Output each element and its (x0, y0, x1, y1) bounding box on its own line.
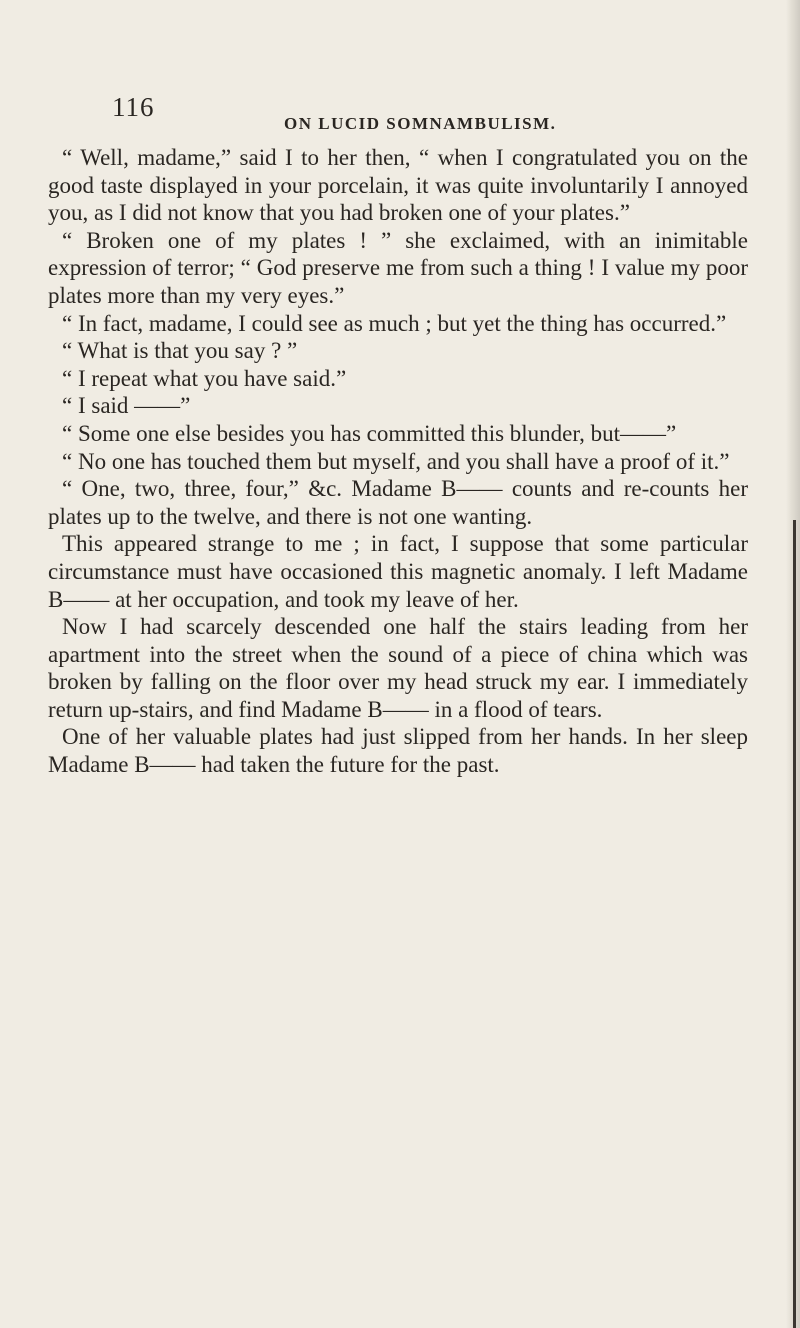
paragraph: “ Broken one of my plates ! ” she exclaimed, with an inimitable expression of terror; “ God preserve me from such a thing ! I value my poor plates more than my very eyes.” (48, 227, 748, 308)
paragraph: “ Some one else besides you has committed this blunder, but——” (62, 420, 677, 446)
paragraph: “ Well, madame,” said I to her then, “ when I congratulated you on the good taste displayed in your porcelain, it was quite involuntarily I annoyed you, as I did not know that you had broken one of your plates.” (48, 145, 748, 226)
body-text (48, 144, 748, 779)
running-title: ON LUCID SOMNAMBULISM. (284, 114, 557, 133)
paragraph: “ I repeat what you have said.” (62, 365, 347, 391)
page-number: 116 (112, 92, 155, 122)
paragraph: This appeared strange to me ; in fact, I suppose that some particular circumstance must have occasioned this magnetic anomaly. I left Madame B—— at her occupation, and took my leave of her. (48, 531, 748, 612)
paragraph: Now I had scarcely descended one half the stairs leading from her apartment into the street when the sound of a piece of china which was broken by falling on the floor over my head struck my ear. I immediately return up-stairs, and find Madame B—— in a flood of tears. (48, 614, 748, 722)
paragraph: “ No one has touched them but myself, and you shall have a proof of it.” (62, 448, 730, 474)
paragraph: “ One, two, three, four,” &c. Madame B—— counts and re-counts her plates up to the twelve, and there is not one wanting. (48, 476, 748, 529)
paragraph: One of her valuable plates had just slipped from her hands. In her sleep Madame B—— had taken the future for the past. (48, 724, 748, 778)
paragraph: “ I said ——” (62, 393, 191, 419)
page-header (112, 92, 752, 132)
page-edge-line (793, 520, 796, 1328)
paragraph: “ What is that you say ? ” (62, 338, 298, 364)
paragraph: “ In fact, madame, I could see as much ; but yet the thing has occurred.” (62, 310, 727, 336)
